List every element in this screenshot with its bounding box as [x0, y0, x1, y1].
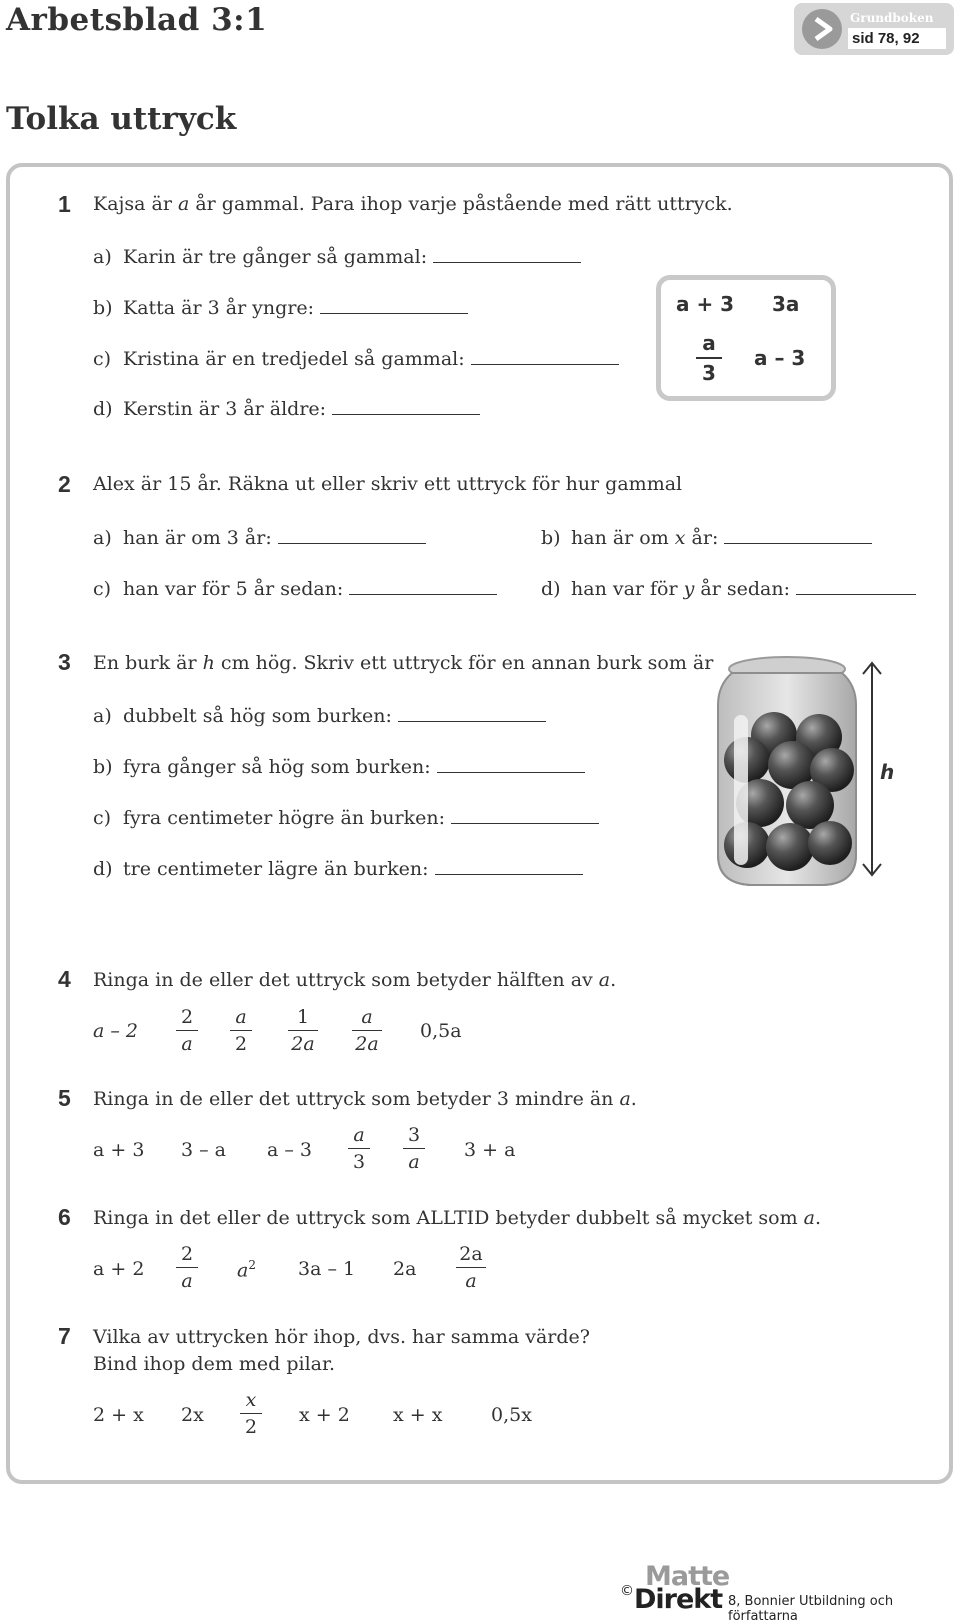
book-reference-pages: sid 78, 92 [848, 28, 946, 49]
book-reference-label: Grundboken [850, 11, 934, 25]
question-1-prompt: Kajsa är a år gammal. Para ihop varje påstående med rätt uttryck. [93, 193, 733, 215]
q4-option-2[interactable]: 2 a [176, 1005, 198, 1056]
q7-expr-4[interactable]: x + 2 [299, 1404, 350, 1426]
answer-blank[interactable] [349, 576, 497, 595]
book-reference [794, 3, 954, 55]
logo-direkt: Direkt [634, 1584, 723, 1615]
question-number-2: 2 [58, 471, 71, 497]
option-a-plus-3: a + 3 [676, 292, 735, 316]
question-number-5: 5 [58, 1085, 71, 1111]
answer-blank[interactable] [724, 525, 872, 544]
question-3-item-a: a) dubbelt så hög som burken: [93, 703, 546, 727]
question-2-prompt: Alex är 15 år. Räkna ut eller skriv ett uttryck för hur gammal [93, 473, 683, 495]
q4-option-3[interactable]: a 2 [230, 1005, 252, 1056]
chevron-right-icon [802, 9, 842, 49]
option-a-minus-3: a – 3 [754, 346, 806, 370]
q6-option-1[interactable]: a + 2 [93, 1258, 145, 1280]
answer-blank[interactable] [435, 856, 583, 875]
question-3-item-d: d) tre centimeter lägre än burken: [93, 856, 583, 880]
q5-option-6[interactable]: 3 + a [464, 1139, 516, 1161]
page-title: Arbetsblad 3:1 [6, 2, 268, 38]
q7-expr-5[interactable]: x + x [393, 1404, 443, 1426]
q6-option-5[interactable]: 2a [393, 1258, 417, 1280]
q5-option-2[interactable]: 3 – a [181, 1139, 226, 1161]
q6-option-2[interactable]: 2 a [176, 1242, 198, 1293]
answer-blank[interactable] [398, 703, 546, 722]
question-2-item-a: a) han är om 3 år: [93, 525, 426, 549]
question-4-prompt: Ringa in de eller det uttryck som betyder hälften av a. [93, 969, 617, 991]
q4-option-5[interactable]: a 2a [352, 1005, 382, 1056]
question-number-6: 6 [58, 1204, 71, 1230]
question-7-prompt-line-2: Bind ihop dem med pilar. [93, 1353, 336, 1375]
answer-blank[interactable] [332, 396, 480, 415]
q7-expr-2[interactable]: 2x [181, 1404, 204, 1426]
answer-blank[interactable] [796, 576, 916, 595]
question-2-item-b: b) han är om x år: [541, 525, 872, 549]
footer-publisher: 8, Bonnier Utbildning och författarna [728, 1594, 894, 1624]
answer-blank[interactable] [433, 244, 581, 263]
q6-option-3[interactable]: $a^2$ [237, 1258, 256, 1282]
question-3-prompt: En burk är h cm hög. Skriv ett uttryck för en annan burk som är [93, 652, 714, 674]
q6-option-6[interactable]: 2a a [456, 1242, 486, 1293]
question-number-1: 1 [58, 191, 71, 217]
answer-blank[interactable] [320, 295, 468, 314]
logo-matte: Matte [645, 1561, 730, 1592]
jar-illustration [712, 655, 857, 890]
answer-blank[interactable] [451, 805, 599, 824]
q7-expr-1[interactable]: 2 + x [93, 1404, 144, 1426]
q7-expr-6[interactable]: 0,5x [491, 1404, 532, 1426]
height-label: h [880, 760, 895, 784]
q5-option-3[interactable]: a – 3 [267, 1139, 312, 1161]
section-title: Tolka uttryck [6, 101, 237, 137]
question-6-prompt: Ringa in det eller de uttryck som ALLTID betyder dubbelt så mycket som a. [93, 1207, 822, 1229]
answer-blank[interactable] [278, 525, 426, 544]
question-3-item-b: b) fyra gånger så hög som burken: [93, 754, 585, 778]
question-7-prompt-line-1: Vilka av uttrycken hör ihop, dvs. har samma värde? [93, 1326, 590, 1348]
question-1-item-c: c) Kristina är en tredjedel så gammal: [93, 346, 619, 370]
q5-option-4[interactable]: a 3 [348, 1123, 370, 1174]
q6-option-4[interactable]: 3a – 1 [298, 1258, 356, 1280]
q5-option-1[interactable]: a + 3 [93, 1139, 145, 1161]
option-a-over-3: a 3 [696, 331, 722, 385]
q4-option-1[interactable]: a – 2 [93, 1020, 138, 1042]
copyright-symbol: © [620, 1583, 634, 1599]
question-1-item-d: d) Kerstin är 3 år äldre: [93, 396, 480, 420]
question-number-7: 7 [58, 1323, 71, 1349]
option-3a: 3a [772, 292, 800, 316]
question-3-item-c: c) fyra centimeter högre än burken: [93, 805, 599, 829]
question-number-3: 3 [58, 649, 71, 675]
question-5-prompt: Ringa in de eller det uttryck som betyder 3 mindre än a. [93, 1088, 637, 1110]
q4-option-4[interactable]: 1 2a [288, 1005, 318, 1056]
answer-blank[interactable] [437, 754, 585, 773]
question-1-item-a: a) Karin är tre gånger så gammal: [93, 244, 581, 268]
answer-blank[interactable] [471, 346, 619, 365]
question-number-4: 4 [58, 966, 71, 992]
question-2-item-d: d) han var för y år sedan: [541, 576, 916, 600]
q4-option-6[interactable]: 0,5a [420, 1020, 462, 1042]
question-2-item-c: c) han var för 5 år sedan: [93, 576, 497, 600]
q7-expr-3[interactable]: x 2 [240, 1388, 262, 1439]
q5-option-5[interactable]: 3 a [403, 1123, 425, 1174]
question-1-item-b: b) Katta är 3 år yngre: [93, 295, 468, 319]
